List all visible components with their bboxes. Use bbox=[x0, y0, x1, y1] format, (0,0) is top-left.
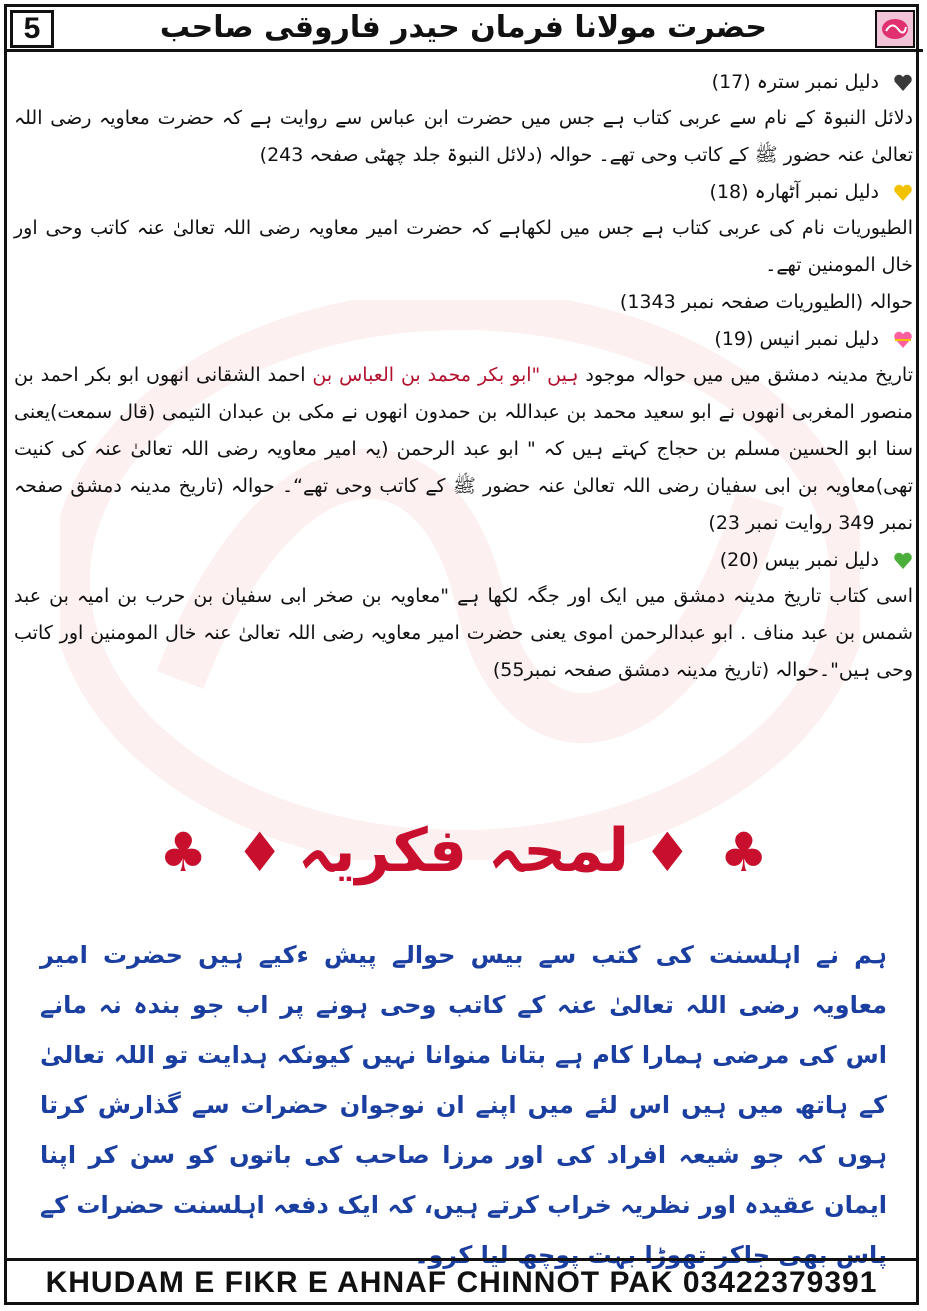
evidence-section bbox=[14, 64, 913, 689]
header-title: حضرت مولانا فرمان حیدر فاروقی صاحب bbox=[159, 10, 768, 45]
evidence-paragraph: الطیوریات نام کی عربی کتاب ہے جس میں لکھاہے کہ حضرت امیر معاویہ رضی اللہ تعالیٰ عنہ کاتب وحی اور خال المومنین تھے۔ bbox=[14, 217, 913, 276]
gift-heart-icon bbox=[893, 331, 913, 349]
banner-title: لمحہ فکریہ bbox=[297, 816, 630, 886]
evidence-item-19 bbox=[14, 321, 913, 542]
evidence-item-17 bbox=[14, 64, 913, 174]
page-header bbox=[4, 4, 923, 52]
conclusion-paragraph: ہم نے اہلسنت کی کتب سے بیس حوالے پیش ءکیے ہیں حضرت امیر معاویہ رضی اللہ تعالیٰ عنہ کے کاتب وحی ہونے پر اب جو بندہ نہ مانے اس کی مرضی ہمارا کام ہے بتانا منوانا نہیں کیونکہ ہدایت تو اللہ تعالیٰ کے ہاتھ میں ہیں اس لئے میں اپنے ان نوجوان حضرات سے گذارش کرتا ہوں کہ جو شیعہ افراد کی اور مرزا صاحب کی باتوں کو سن کر اپنا ایمان عقیدہ اور نظریہ خراب کرتے ہیں، کہ ایک دفعہ اہلسنت حضرات کے پاس بھی جاکر تھوڑا بہت پوچھ لیا کرو۔ bbox=[40, 941, 888, 1269]
publisher-logo-icon bbox=[875, 10, 915, 48]
evidence-reference: حوالہ (الطیوریات صفحہ نمبر 1343) bbox=[619, 291, 913, 313]
club-icon: ♣ bbox=[719, 821, 768, 884]
yellow-heart-icon bbox=[893, 184, 913, 202]
evidence-paragraph: تاریخ مدینہ دمشق میں میں حوالہ موجود ہیں "ابو بکر محمد بن العباس بن احمد الشقانی انھوں ابو بکر احمد بن منصور المغربی انھوں نے ابو سعید محمد بن عبداللہ بن حمدون انھوں نے مکی بن عبدان التیمی (قال سمعت)یعنی سنا ابو الحسین مسلم بن حجاج کہتے ہیں کہ " ابو عبد الرحمن (یہ امیر معاویہ رضی اللہ تعالیٰ عنہ کی کنیت تھی)معاویہ بن ابی سفیان رضی اللہ تعالیٰ عنہ حضور ﷺ کے کاتب وحی تھے“۔ حوالہ (تاریخ مدینہ دمشق صفحہ نمبر 349 روایت نمبر 23) bbox=[14, 364, 913, 534]
black-heart-icon bbox=[893, 74, 913, 92]
highlighted-text: ہیں "ابو بکر محمد بن العباس بن bbox=[312, 364, 579, 386]
page-footer: KHUDAM E FIKR E AHNAF CHINNOT PAK 03422379391 bbox=[4, 1258, 919, 1305]
evidence-heading: دلیل نمبر سترہ (17) bbox=[711, 71, 879, 93]
reflection-banner bbox=[60, 808, 867, 894]
diamond-icon: ♦ bbox=[235, 821, 284, 884]
evidence-heading: دلیل نمبر آٹھارہ (18) bbox=[709, 181, 879, 203]
diamond-icon: ♦ bbox=[643, 821, 692, 884]
evidence-item-18 bbox=[14, 174, 913, 321]
green-heart-icon bbox=[893, 552, 913, 570]
evidence-heading: دلیل نمبر انیس (19) bbox=[714, 328, 879, 350]
evidence-paragraph: دلائل النبوۃ کے نام سے عربی کتاب ہے جس میں حضرت ابن عباس سے روایت ہے کہ حضرت معاویہ رضی اللہ تعالیٰ عنہ حضور ﷺ کے کاتب وحی تھے۔ حوالہ (دلائل النبوۃ جلد چھٹی صفحہ 243) bbox=[14, 107, 913, 166]
evidence-paragraph: اسی کتاب تاریخ مدینہ دمشق میں ایک اور جگہ لکھا ہے "معاویہ بن صخر ابی سفیان بن حرب بن امیہ بن عبد شمس بن عبد مناف . ابو عبدالرحمن اموی یعنی حضرت امیر معاویہ رضی اللہ تعالیٰ عنہ خال المومنین اور کاتب وحی ہیں"۔حوالہ (تاریخ مدینہ دمشق صفحہ نمبر55) bbox=[14, 585, 913, 681]
club-icon: ♣ bbox=[159, 821, 208, 884]
evidence-item-20 bbox=[14, 542, 913, 689]
evidence-heading: دلیل نمبر بیس (20) bbox=[719, 549, 879, 571]
page-number: 5 bbox=[10, 10, 54, 48]
